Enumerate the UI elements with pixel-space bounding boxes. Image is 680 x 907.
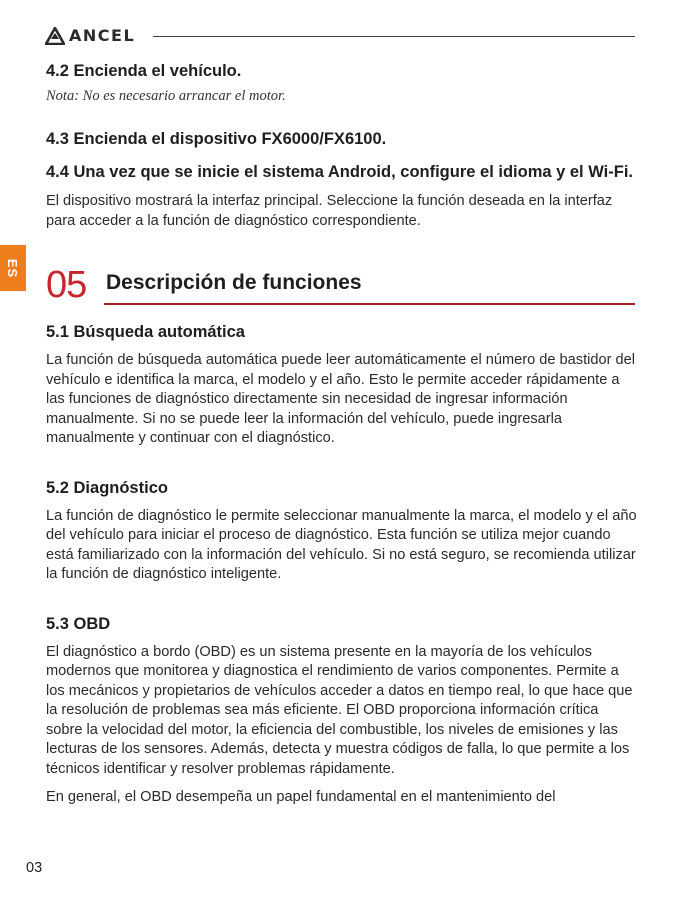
page-content	[46, 60, 638, 808]
section-5-3-body-continued: En general, el OBD desempeña un papel fundamental en el mantenimiento del	[46, 789, 556, 805]
section-5-1-heading: 5.1 Búsqueda automática	[46, 323, 245, 341]
brand-name: ANCEL	[69, 26, 136, 45]
section-4-3-heading: 4.3 Encienda el dispositivo FX6000/FX6100.	[46, 130, 387, 148]
chapter-divider	[104, 303, 635, 305]
section-4-2-heading: 4.2 Encienda el vehículo.	[46, 62, 242, 80]
language-tab	[0, 245, 26, 291]
header-divider	[153, 36, 635, 37]
chapter-number: 05	[46, 264, 87, 306]
page-number: 03	[26, 860, 43, 876]
section-4-2-note: Nota: No es necesario arrancar el motor.	[46, 88, 286, 104]
brand-logo	[45, 26, 135, 45]
chapter-header	[46, 264, 638, 317]
section-5-1-body: La función de búsqueda automática puede leer automáticamente el número de bastidor del vehículo e identifica la marca, el modelo y el año. Esto le permite acceder rápidamente a las funciones de diagnóstico directamente sin necesidad de ingresar información manualmente. Si no se puede leer la información del vehículo, puede ingresarla manualmente y continuar con el diagnóstico.	[46, 352, 636, 446]
section-5-3-heading: 5.3 OBD	[46, 614, 111, 633]
section-5-2-body: La función de diagnóstico le permite seleccionar manualmente la marca, el modelo y el año del vehículo para iniciar el proceso de diagnóstico. Esta función se utiliza mejor cuando está familiarizado con la información del vehículo. Si no está seguro, se recomienda utilizar la función de diagnóstico inteligente.	[46, 507, 637, 582]
ancel-logo-icon	[45, 27, 65, 45]
section-5-2-heading: 5.2 Diagnóstico	[46, 478, 168, 497]
section-5-3-body: El diagnóstico a bordo (OBD) es un sistema presente en la mayoría de los vehículos modernos que monitorea y diagnostica el rendimiento de varios componentes. Permite a los mecánicos y propietarios de vehículos acceder a datos en tiempo real, lo que hace que la resolución de problemas sea más eficiente. El OBD proporciona información crítica sobre la velocidad del motor, la eficiencia del combustible, los niveles de emisiones y las lecturas de los sensores. Además, detecta y muestra códigos de falla, lo que permite a los técnicos identificar y resolver problemas rápidamente.	[46, 643, 633, 777]
section-4-4-heading: 4.4 Una vez que se inicie el sistema Android, configure el idioma y el Wi-Fi.	[46, 163, 633, 181]
language-tab-label: ES	[5, 258, 21, 278]
page-header	[45, 26, 635, 48]
chapter-title: Descripción de funciones	[106, 271, 362, 294]
section-4-4-body: El dispositivo mostrará la interfaz principal. Seleccione la función deseada en la interfaz para acceder a la función de diagnóstico correspondiente.	[46, 193, 613, 229]
